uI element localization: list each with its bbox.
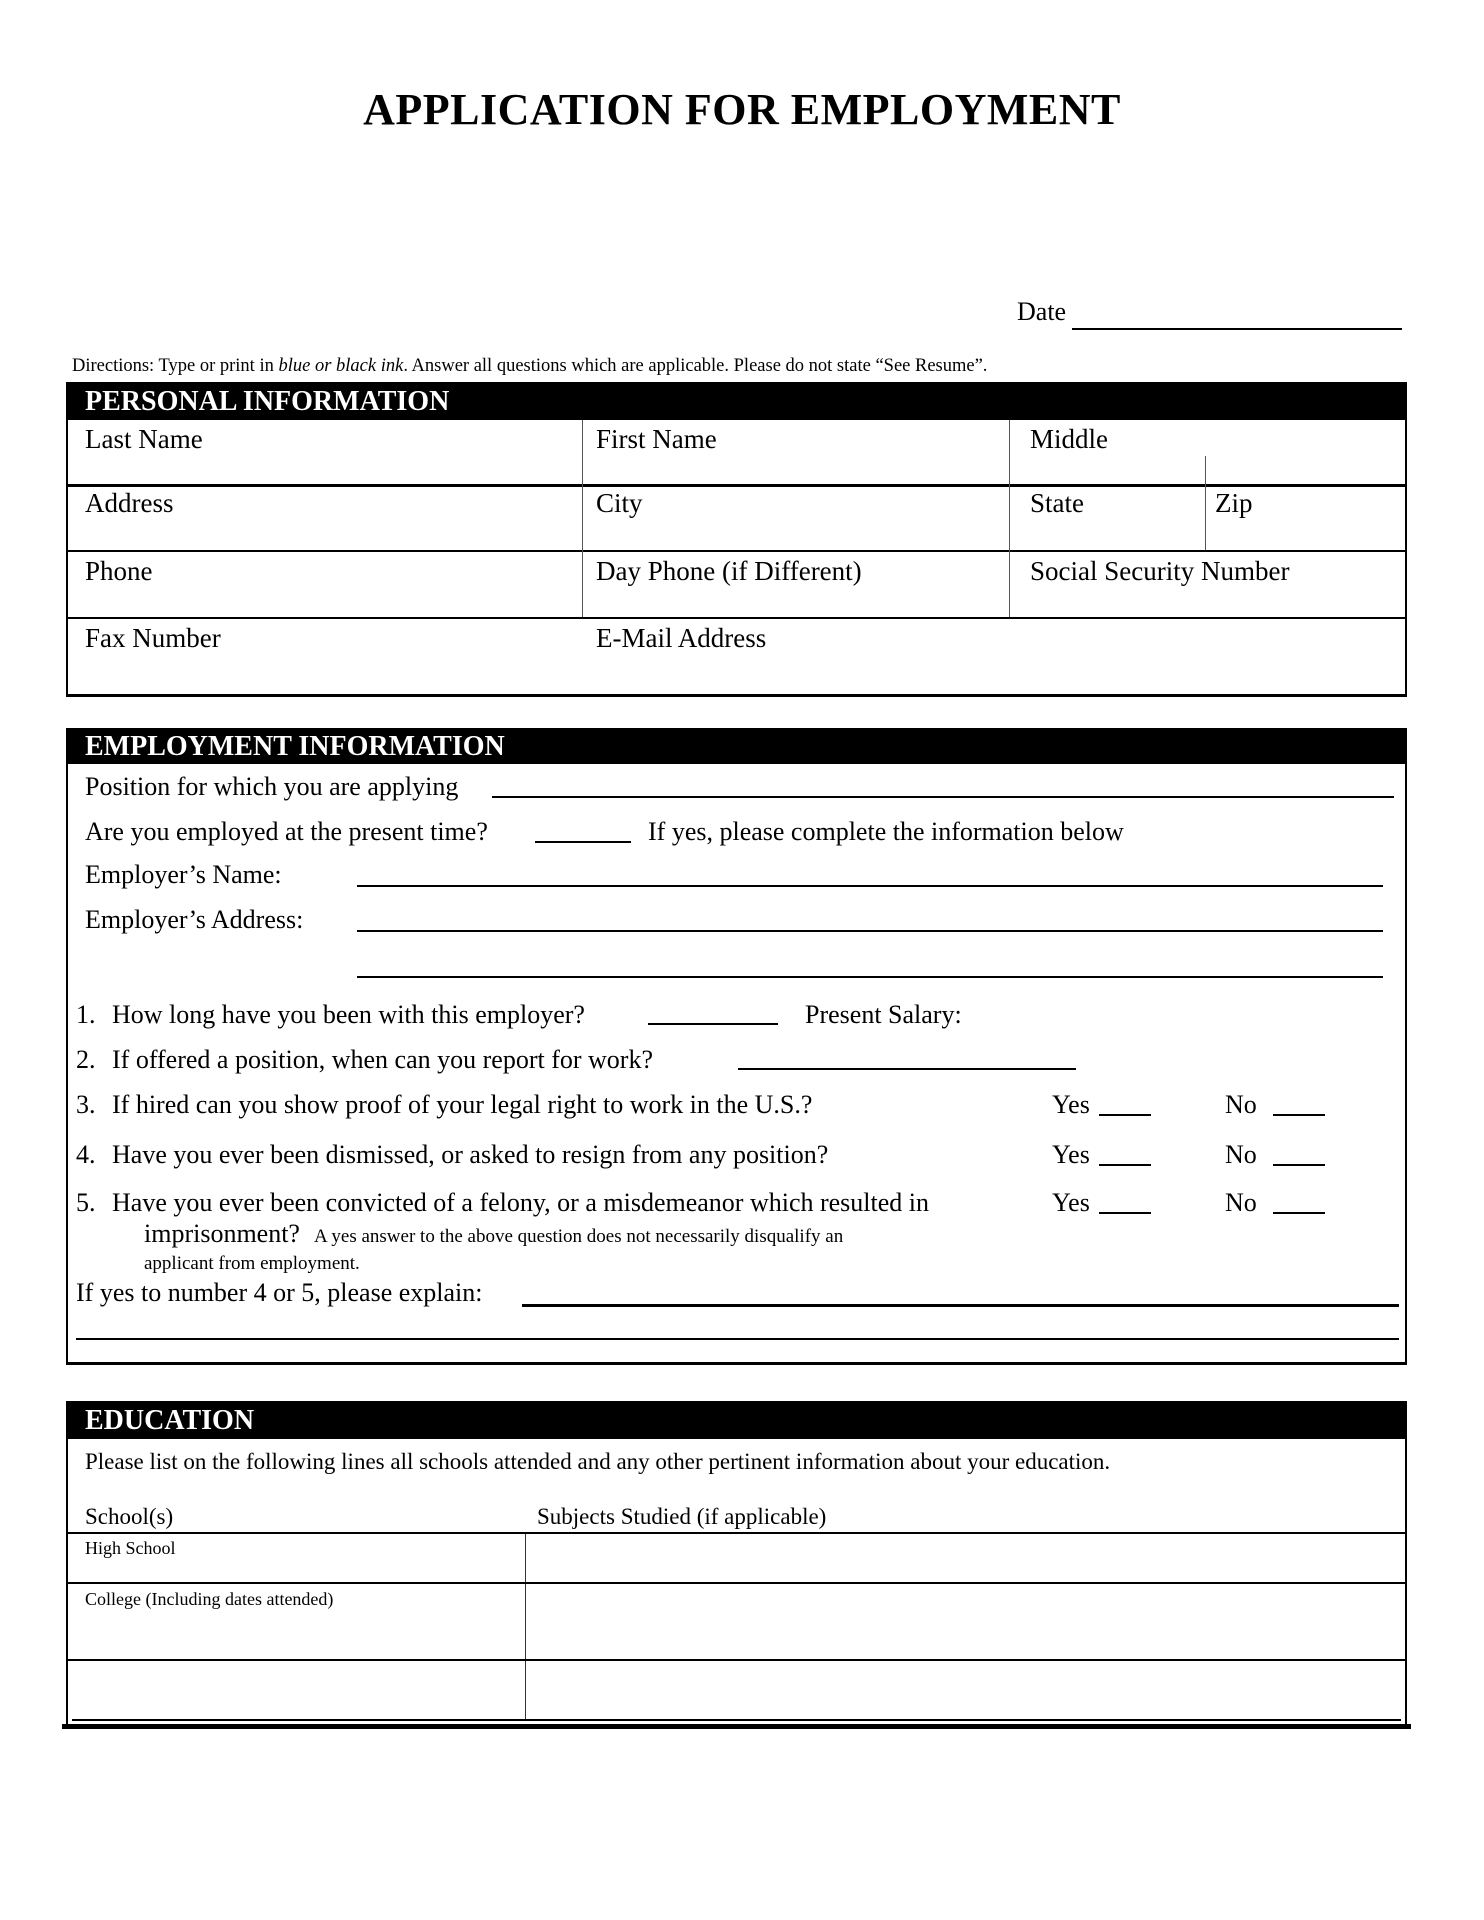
question-5-yes-line[interactable] [1099, 1212, 1151, 1214]
education-section [66, 1401, 1407, 1729]
question-1-number: 1. [76, 1000, 96, 1029]
employer-address-label: Employer’s Address: [85, 905, 304, 934]
directions-prefix: Directions: Type or print in [72, 356, 279, 376]
fax-label: Fax Number [85, 623, 221, 653]
college-name-cell[interactable] [68, 1584, 525, 1659]
address-field[interactable] [68, 487, 582, 550]
day-phone-label: Day Phone (if Different) [596, 556, 862, 586]
phone-field[interactable] [68, 552, 582, 617]
college-subjects-cell[interactable] [526, 1584, 1405, 1659]
employment-information-header: EMPLOYMENT INFORMATION [68, 730, 1405, 764]
high-school-name-cell[interactable] [68, 1534, 525, 1582]
question-4-text: Have you ever been dismissed, or asked to resign from any position? [112, 1140, 829, 1169]
education-bottom-thick-line [62, 1724, 1411, 1729]
employer-address-input-line-2[interactable] [357, 976, 1383, 978]
question-5-yes-label: Yes [1052, 1188, 1090, 1217]
question-2-number: 2. [76, 1045, 96, 1074]
employer-name-input-line[interactable] [357, 885, 1383, 887]
question-5-note-line-2: applicant from employment. [144, 1253, 360, 1274]
explain-input-line-2[interactable] [76, 1338, 1399, 1340]
subjects-column-header: Subjects Studied (if applicable) [537, 1504, 827, 1529]
extra-school-subjects-cell[interactable] [526, 1661, 1405, 1719]
middle-field[interactable] [1009, 420, 1405, 484]
explain-input-line-1[interactable] [522, 1304, 1399, 1307]
question-3-no-line[interactable] [1273, 1114, 1325, 1116]
city-field[interactable] [582, 487, 1009, 550]
question-4-number: 4. [76, 1140, 96, 1169]
question-5-note-line-1: A yes answer to the above question does not necessarily disqualify an [313, 1226, 844, 1247]
question-4-yes-line[interactable] [1099, 1164, 1151, 1166]
position-input-line[interactable] [492, 796, 1394, 798]
date-input-line[interactable] [1072, 328, 1402, 330]
email-label: E-Mail Address [596, 623, 767, 653]
question-4-no-line[interactable] [1273, 1164, 1325, 1166]
question-3-no-label: No [1225, 1090, 1257, 1119]
position-label: Position for which you are applying [85, 772, 459, 801]
education-header: EDUCATION [68, 1403, 1405, 1439]
personal-information-section [66, 382, 1407, 697]
state-label: State [1030, 488, 1084, 518]
high-school-subjects-cell[interactable] [526, 1534, 1405, 1582]
question-3-text: If hired can you show proof of your legal right to work in the U.S.? [112, 1090, 813, 1119]
question-4-yes-label: Yes [1052, 1140, 1090, 1169]
first-name-label: First Name [596, 424, 717, 454]
employer-name-label: Employer’s Name: [85, 860, 282, 889]
present-salary-label: Present Salary: [805, 1000, 962, 1029]
city-label: City [596, 488, 643, 518]
explain-label: If yes to number 4 or 5, please explain: [76, 1278, 483, 1307]
address-label: Address [85, 488, 174, 518]
high-school-row-label: High School [85, 1538, 176, 1558]
zip-label: Zip [1215, 488, 1253, 518]
college-row-label: College (Including dates attended) [85, 1589, 334, 1609]
schools-column-header: School(s) [85, 1504, 174, 1529]
question-5-no-label: No [1225, 1188, 1257, 1217]
extra-school-name-cell[interactable] [68, 1661, 525, 1719]
question-2-input-line[interactable] [738, 1068, 1076, 1070]
question-5-number: 5. [76, 1188, 96, 1217]
question-3-yes-label: Yes [1052, 1090, 1090, 1119]
education-intro: Please list on the following lines all schools attended and any other pertinent information about your education. [85, 1449, 1111, 1474]
first-name-field[interactable] [582, 420, 1009, 484]
ssn-label: Social Security Number [1030, 556, 1290, 586]
question-5-continuation: imprisonment? [144, 1219, 300, 1248]
directions-suffix: . Answer all questions which are applicable. Please do not state “See Resume”. [403, 356, 988, 376]
state-field[interactable] [1009, 487, 1205, 550]
employed-note-label: If yes, please complete the information below [648, 817, 1124, 846]
last-name-label: Last Name [85, 424, 203, 454]
directions-text [72, 356, 987, 377]
middle-label: Middle [1030, 424, 1108, 454]
question-5-text: Have you ever been convicted of a felony, or a misdemeanor which resulted in [112, 1188, 930, 1217]
employed-input-line[interactable] [535, 841, 631, 843]
question-3-yes-line[interactable] [1099, 1114, 1151, 1116]
zip-field[interactable] [1205, 487, 1405, 550]
fax-field[interactable] [68, 619, 582, 690]
page-title: APPLICATION FOR EMPLOYMENT [363, 85, 1121, 134]
day-phone-field[interactable] [582, 552, 1009, 617]
question-1-input-line[interactable] [648, 1023, 778, 1025]
question-2-text: If offered a position, when can you report for work? [112, 1045, 653, 1074]
phone-label: Phone [85, 556, 153, 586]
last-name-field[interactable] [68, 420, 582, 484]
employment-information-section [66, 728, 1407, 1365]
directions-italic: blue or black ink [278, 356, 404, 376]
question-1-text: How long have you been with this employer? [112, 1000, 585, 1029]
question-3-number: 3. [76, 1090, 96, 1119]
question-5-no-line[interactable] [1273, 1212, 1325, 1214]
question-5-continuation-row [144, 1219, 843, 1249]
education-bottom-thin-line [72, 1719, 1401, 1721]
email-field[interactable] [582, 619, 1405, 690]
date-label: Date [1017, 297, 1067, 326]
employer-address-input-line[interactable] [357, 930, 1383, 932]
employed-question-label: Are you employed at the present time? [85, 817, 488, 846]
question-4-no-label: No [1225, 1140, 1257, 1169]
personal-information-header: PERSONAL INFORMATION [68, 384, 1405, 420]
ssn-field[interactable] [1009, 552, 1405, 617]
